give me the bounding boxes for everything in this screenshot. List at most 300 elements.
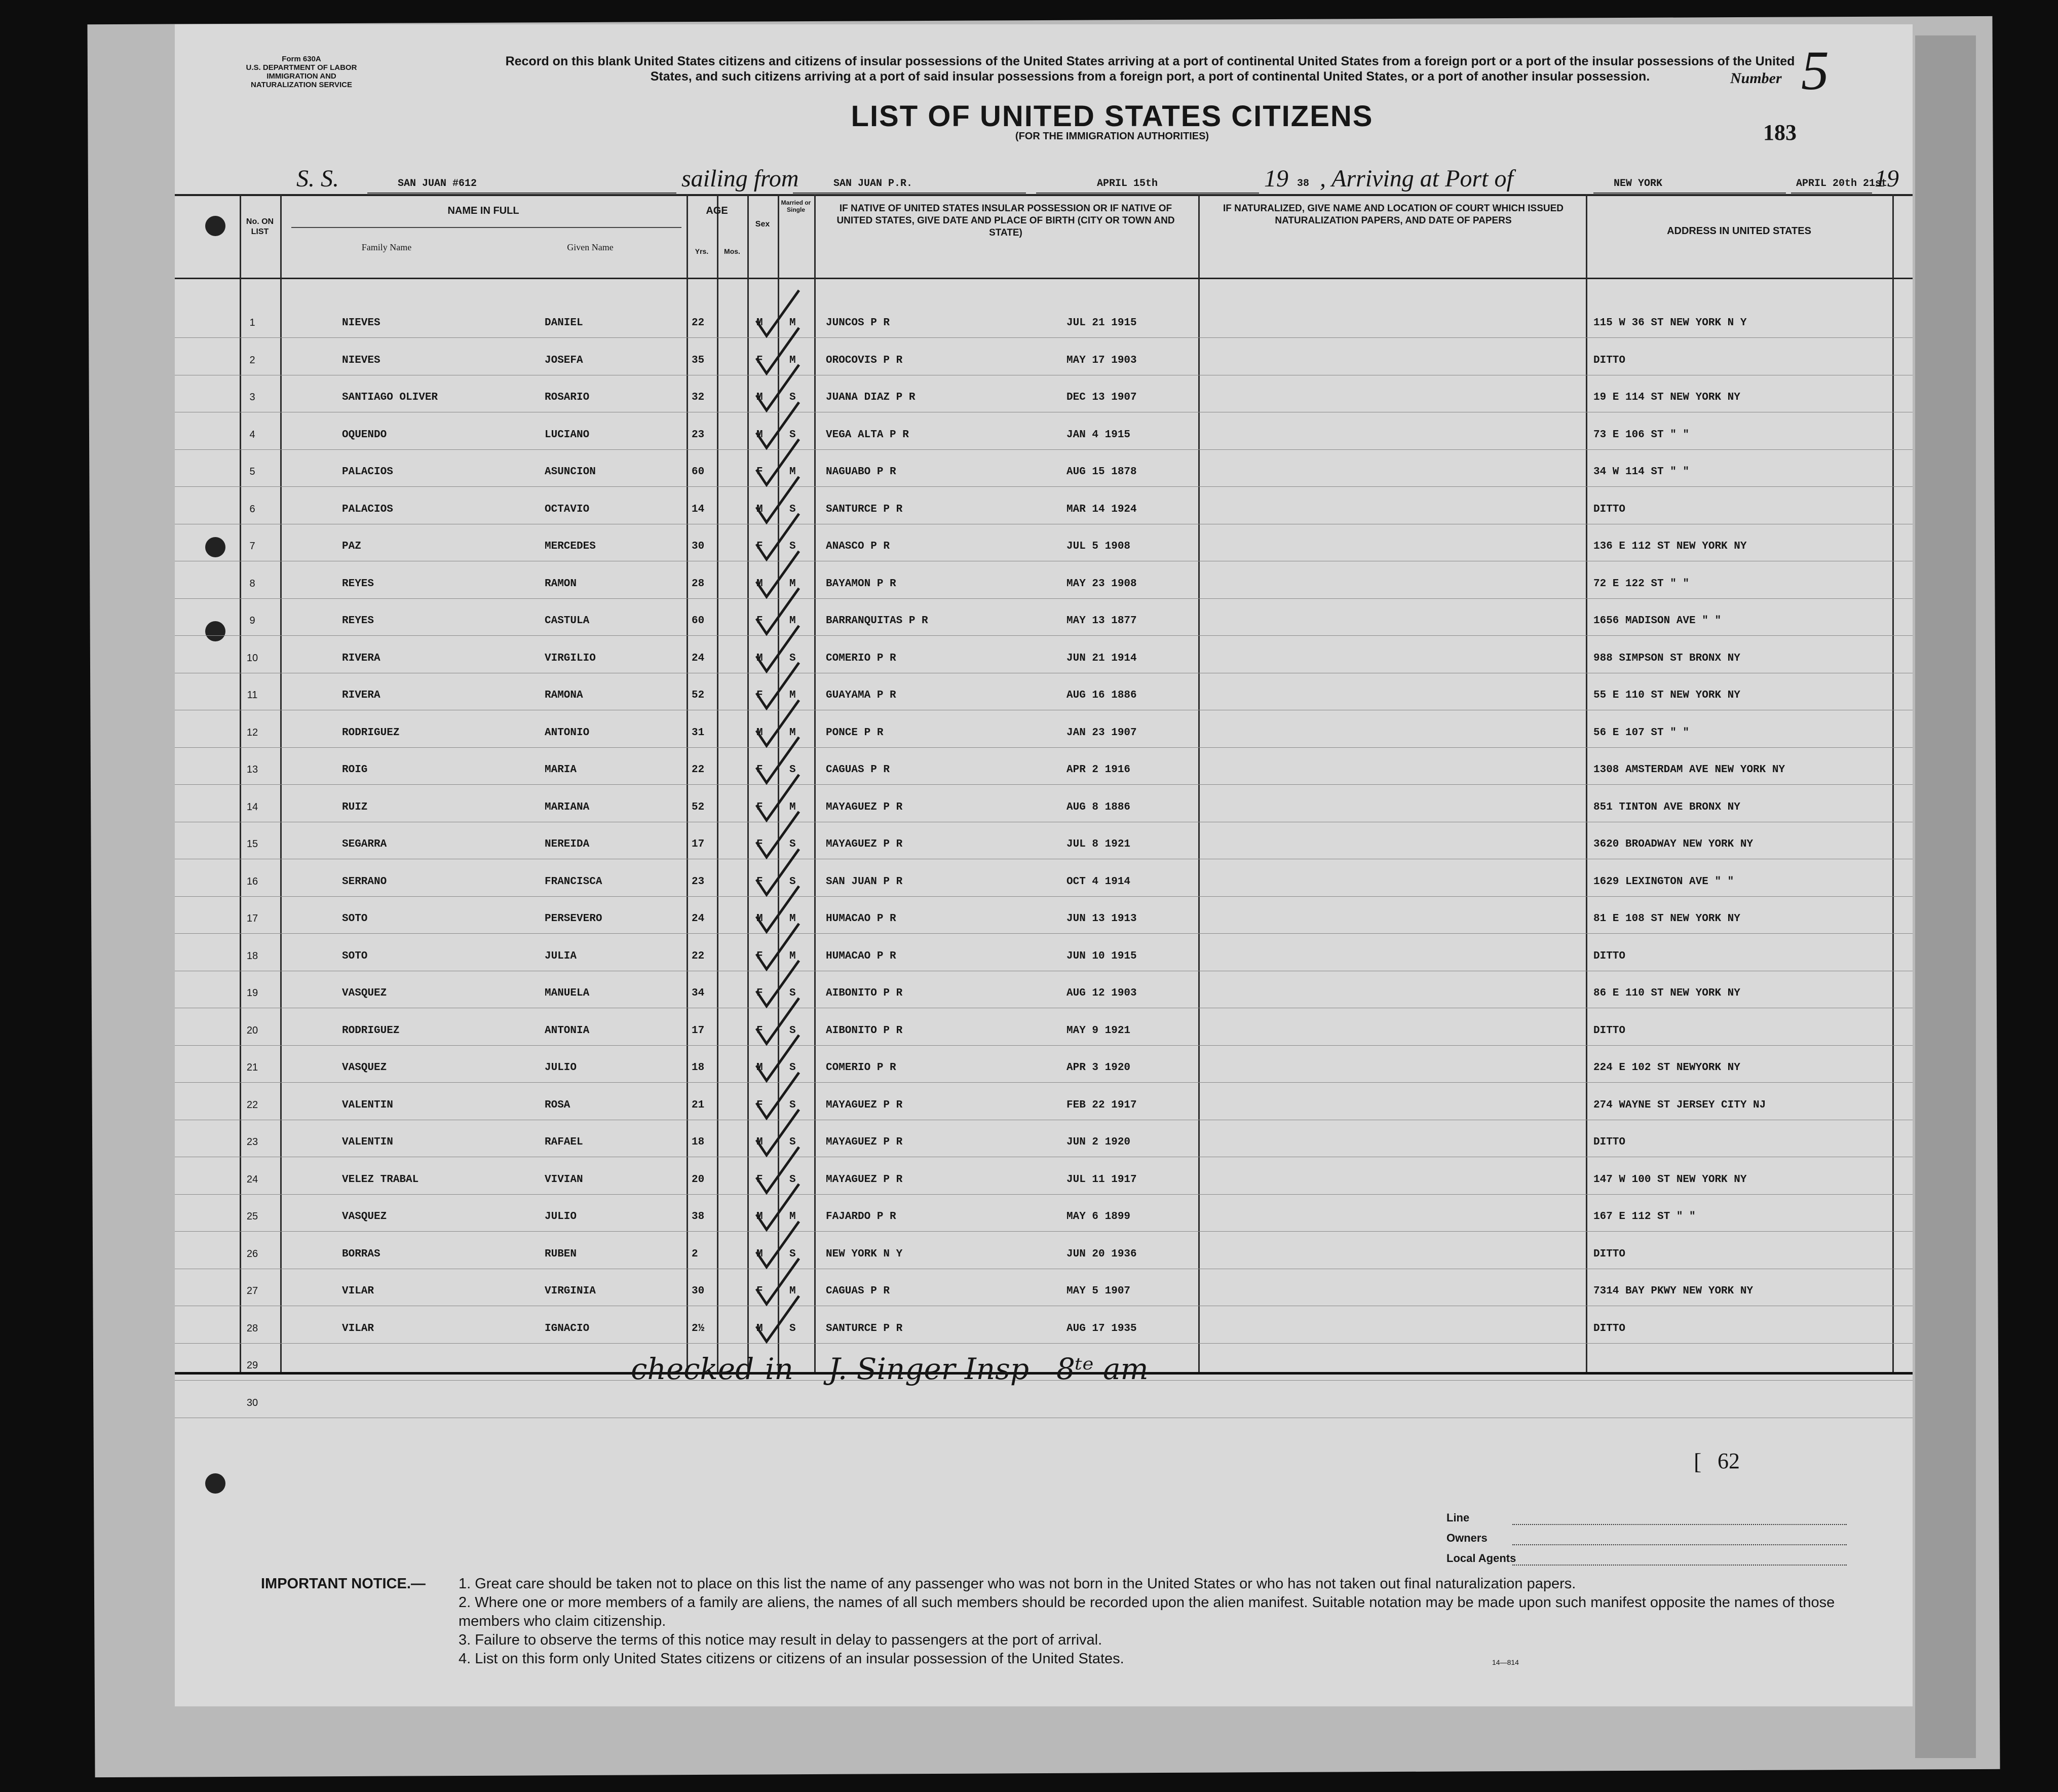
us-address: 86 E 110 ST NEW YORK NY [1593, 987, 1740, 999]
sex: F [756, 615, 763, 627]
birth-date: MAY 13 1877 [1066, 615, 1137, 627]
page-total: 62 [1718, 1448, 1740, 1473]
row-number: 28 [246, 1322, 258, 1334]
age-years: 60 [692, 466, 705, 478]
sex: M [756, 392, 763, 403]
birth-date: MAY 23 1908 [1066, 578, 1137, 590]
bracket-mark: [ [1694, 1448, 1702, 1474]
marital-status: S [789, 1248, 796, 1260]
page-subtitle: (FOR THE IMMIGRATION AUTHORITIES) [1015, 131, 1209, 142]
sex: M [756, 1211, 763, 1223]
year-label: 19 [1264, 165, 1288, 192]
marital-status: S [789, 541, 796, 552]
table-row [175, 412, 1913, 450]
marital-status: S [789, 1024, 796, 1037]
birth-date: JAN 4 1915 [1066, 429, 1131, 441]
sex: F [756, 987, 763, 999]
birth-place: COMERIO P R [826, 1062, 896, 1074]
form-instruction: Record on this blank United States citizens and citizens of insular possessions of the United States arriving at a port of continental United States from a foreign port or a port of the insular possessions of the United States, and such citizens arriving at a port of said insular possessions from a foreign port, a port of continental United States, or a port of another insular possession. [505, 54, 1795, 84]
table-row [175, 1157, 1913, 1195]
given-name: ROSARIO [545, 392, 590, 403]
birth-place: BAYAMON P R [826, 578, 896, 590]
family-name: RIVERA [342, 690, 380, 701]
family-name: REYES [342, 578, 374, 590]
age-years: 24 [692, 652, 705, 664]
sex: M [756, 1136, 763, 1148]
us-address: 73 E 106 ST " " [1593, 429, 1690, 441]
notice-item: 3. Failure to observe the terms of this notice may result in delay to passengers at the port of arrival. [459, 1632, 1102, 1648]
manifest-page [175, 24, 1913, 1706]
birth-date: JUN 21 1914 [1066, 652, 1137, 664]
sex: M [756, 913, 763, 925]
given-name: OCTAVIO [545, 503, 590, 515]
birth-date: AUG 8 1886 [1066, 801, 1131, 813]
row-number: 2 [249, 354, 255, 366]
us-address: 1656 MADISON AVE " " [1593, 615, 1722, 627]
notice-item: 4. List on this form only United States citizens or citizens of an insular possession of the United States. [459, 1651, 1124, 1667]
family-name: VASQUEZ [342, 987, 387, 999]
family-name: SERRANO [342, 875, 387, 888]
birth-place: SANTURCE P R [826, 1322, 903, 1335]
marital-status: S [789, 429, 796, 441]
age-years: 18 [692, 1062, 705, 1074]
marital-status: S [789, 652, 796, 664]
table-row [175, 971, 1913, 1008]
departure-port: SAN JUAN P.R. [833, 178, 913, 189]
given-name: VIRGILIO [545, 652, 596, 664]
us-address: 56 E 107 ST " " [1593, 727, 1690, 739]
family-name: VALENTIN [342, 1136, 393, 1148]
birth-place: SAN JUAN P R [826, 875, 903, 888]
ss-label: S. S. [296, 165, 339, 192]
checkmark-icon [752, 1291, 803, 1347]
given-name: MANUELA [545, 987, 590, 999]
age-years: 35 [692, 354, 705, 366]
table-row [175, 1008, 1913, 1046]
table-row [175, 524, 1913, 561]
table-row [175, 598, 1913, 636]
table-row [175, 338, 1913, 375]
notice-items [459, 1575, 1892, 1668]
birth-date: JUN 13 1913 [1066, 913, 1137, 925]
header-address: ADDRESS IN UNITED STATES [1667, 225, 1811, 237]
name-subrule [291, 227, 681, 228]
birth-place: COMERIO P R [826, 652, 896, 664]
age-years: 14 [692, 503, 705, 515]
family-name: OQUENDO [342, 429, 387, 441]
signature-in: in [765, 1352, 793, 1386]
signature-checked: checked [631, 1352, 754, 1386]
given-name: RAMONA [545, 690, 583, 701]
age-years: 18 [692, 1136, 705, 1148]
table-row [175, 375, 1913, 412]
us-address: 81 E 108 ST NEW YORK NY [1593, 913, 1740, 925]
row-number: 19 [246, 987, 258, 999]
row-number: 16 [246, 875, 258, 887]
age-years: 24 [692, 913, 705, 925]
birth-date: JUN 10 1915 [1066, 950, 1137, 962]
birth-place: NAGUABO P R [826, 466, 896, 478]
birth-date: MAY 17 1903 [1066, 354, 1137, 366]
sex: F [756, 838, 763, 850]
row-number: 12 [246, 727, 258, 738]
age-years: 52 [692, 801, 705, 813]
us-address: 55 E 110 ST NEW YORK NY [1593, 690, 1740, 701]
marital-status: M [789, 913, 796, 925]
sex: M [756, 503, 763, 515]
marital-status: M [789, 466, 796, 478]
birth-place: CAGUAS P R [826, 764, 890, 776]
birth-date: JAN 23 1907 [1066, 727, 1137, 739]
sex: F [756, 690, 763, 701]
arrival-year-label: 19 [1875, 165, 1899, 192]
sex: F [756, 1173, 763, 1186]
given-name: RAFAEL [545, 1136, 583, 1148]
marital-status: S [789, 1136, 796, 1148]
sex: M [756, 1248, 763, 1260]
family-name: VASQUEZ [342, 1211, 387, 1223]
marital-status: M [789, 690, 796, 701]
table-row [175, 896, 1913, 934]
us-address: DITTO [1593, 1322, 1626, 1335]
marital-status: S [789, 838, 796, 850]
table-row [175, 1306, 1913, 1344]
age-years: 20 [692, 1173, 705, 1186]
header-age: AGE [706, 205, 728, 216]
table-row [175, 487, 1913, 524]
row-number: 21 [246, 1062, 258, 1073]
given-name: JULIO [545, 1062, 577, 1074]
birth-date: JUL 5 1908 [1066, 541, 1131, 552]
birth-place: MAYAGUEZ P R [826, 1099, 903, 1111]
row-number: 27 [246, 1285, 258, 1297]
given-name: MARIANA [545, 801, 590, 813]
family-name: REYES [342, 615, 374, 627]
given-name: LUCIANO [545, 429, 590, 441]
sex: M [756, 1062, 763, 1074]
departure-date: APRIL 15th [1097, 178, 1158, 189]
list-number: 5 [1801, 40, 1829, 101]
row-number: 5 [249, 466, 255, 477]
birth-place: OROCOVIS P R [826, 354, 903, 366]
row-number: 10 [246, 652, 258, 664]
age-years: 28 [692, 578, 705, 590]
family-name: VELEZ TRABAL [342, 1173, 419, 1186]
marital-status: S [789, 1173, 796, 1186]
table-row [175, 1083, 1913, 1120]
birth-date: JUL 8 1921 [1066, 838, 1131, 850]
sex: M [756, 429, 763, 441]
header-naturalized: IF NATURALIZED, GIVE NAME AND LOCATION OF COURT WHICH ISSUED NATURALIZATION PAPERS, AND DATE OF PAPERS [1223, 203, 1564, 226]
us-address: 19 E 114 ST NEW YORK NY [1593, 392, 1740, 403]
underlying-sheet-edge [1915, 35, 1976, 1758]
owners-label: Owners [1446, 1532, 1488, 1544]
birth-place: MAYAGUEZ P R [826, 801, 903, 813]
local-agents-label: Local Agents [1446, 1552, 1516, 1565]
given-name: ROSA [545, 1099, 570, 1111]
service-name-2: NATURALIZATION SERVICE [250, 81, 352, 89]
birth-place: NEW YORK N Y [826, 1248, 903, 1260]
family-name: PALACIOS [342, 466, 393, 478]
birth-place: HUMACAO P R [826, 950, 896, 962]
age-years: 23 [692, 875, 705, 888]
row-number: 23 [246, 1136, 258, 1148]
sex: M [756, 317, 763, 329]
row-number: 13 [246, 764, 258, 775]
marital-status: M [789, 950, 796, 962]
binder-hole [205, 1473, 225, 1494]
table-row [175, 859, 1913, 897]
family-name: SANTIAGO OLIVER [342, 392, 438, 403]
sex: F [756, 1024, 763, 1037]
family-name: RIVERA [342, 652, 380, 664]
given-name: DANIEL [545, 317, 583, 329]
given-name: CASTULA [545, 615, 590, 627]
us-address: DITTO [1593, 1248, 1626, 1260]
row-number: 25 [246, 1211, 258, 1222]
us-address: 851 TINTON AVE BRONX NY [1593, 801, 1740, 813]
given-name: RUBEN [545, 1248, 577, 1260]
birth-place: MAYAGUEZ P R [826, 838, 903, 850]
header-sex: Sex [755, 220, 770, 228]
sex: F [756, 1285, 763, 1297]
signature-inspector: J. Singer Insp [828, 1352, 1030, 1386]
age-years: 17 [692, 838, 705, 850]
header-birth: IF NATIVE OF UNITED STATES INSULAR POSSESSION OR IF NATIVE OF UNITED STATES, GIVE DATE AND PLACE OF BIRTH (CITY OR TOWN AND STATE) [836, 203, 1175, 238]
marital-status: S [789, 764, 796, 776]
given-name: ASUNCION [545, 466, 596, 478]
sailing-label: sailing from [681, 165, 799, 192]
row-number: 26 [246, 1248, 258, 1260]
binder-hole [205, 216, 225, 236]
sex: F [756, 1099, 763, 1111]
sex: F [756, 541, 763, 552]
age-years: 31 [692, 727, 705, 739]
table-row [175, 300, 1913, 338]
notice-label: IMPORTANT NOTICE.— [261, 1576, 426, 1592]
signature-time: 8ᵗᵉ am [1056, 1352, 1149, 1386]
sex: F [756, 875, 763, 888]
birth-date: AUG 12 1903 [1066, 987, 1137, 999]
birth-date: MAR 14 1924 [1066, 503, 1137, 515]
header-family-name: Family Name [361, 242, 412, 252]
us-address: 3620 BROADWAY NEW YORK NY [1593, 838, 1754, 850]
birth-date: AUG 16 1886 [1066, 690, 1137, 701]
given-name: VIRGINIA [545, 1285, 596, 1297]
birth-place: MAYAGUEZ P R [826, 1136, 903, 1148]
row-number: 22 [246, 1099, 258, 1111]
given-name: MERCEDES [545, 541, 596, 552]
row-number: 1 [249, 317, 255, 328]
table-row [175, 822, 1913, 859]
marital-status: M [789, 727, 796, 739]
page-title: LIST OF UNITED STATES CITIZENS [851, 100, 1374, 133]
birth-place: SANTURCE P R [826, 503, 903, 515]
table-row [175, 1232, 1913, 1269]
us-address: DITTO [1593, 503, 1626, 515]
age-years: 22 [692, 317, 705, 329]
marital-status: M [789, 578, 796, 590]
row-number: 11 [247, 690, 258, 701]
line-label: Line [1446, 1511, 1470, 1524]
marital-status: S [789, 1322, 796, 1335]
header-no-on-list: No. ON LIST [246, 217, 274, 236]
header-top-rule [175, 194, 1913, 196]
table-bottom-rule [175, 1372, 1913, 1375]
table-row [175, 673, 1913, 710]
row-number: 4 [249, 429, 255, 440]
birth-date: FEB 22 1917 [1066, 1099, 1137, 1111]
birth-date: AUG 17 1935 [1066, 1322, 1137, 1335]
age-years: 52 [692, 690, 705, 701]
us-address: 988 SIMPSON ST BRONX NY [1593, 652, 1740, 664]
marital-status: M [789, 317, 796, 329]
us-address: 167 E 112 ST " " [1593, 1211, 1696, 1223]
us-address: 7314 BAY PKWY NEW YORK NY [1593, 1285, 1754, 1297]
service-name-1: IMMIGRATION AND [266, 72, 336, 81]
table-row [175, 1381, 1913, 1418]
birth-place: AIBONITO P R [826, 1024, 903, 1037]
number-label: Number [1730, 70, 1782, 87]
header-years: Yrs. [695, 247, 709, 255]
birth-date: MAY 6 1899 [1066, 1211, 1131, 1223]
birth-date: OCT 4 1914 [1066, 875, 1131, 888]
given-name: JULIA [545, 950, 577, 962]
sex: F [756, 801, 763, 813]
given-name: VIVIAN [545, 1173, 583, 1186]
birth-place: CAGUAS P R [826, 1285, 890, 1297]
row-number: 9 [249, 615, 255, 626]
sex: F [756, 354, 763, 366]
us-address: 34 W 114 ST " " [1593, 466, 1690, 478]
age-years: 22 [692, 950, 705, 962]
print-code: 14—814 [1492, 1658, 1519, 1666]
sex: M [756, 727, 763, 739]
birth-place: JUANA DIAZ P R [826, 392, 916, 403]
department-block [205, 55, 398, 89]
birth-place: BARRANQUITAS P R [826, 615, 928, 627]
sex: M [756, 652, 763, 664]
line-field [1512, 1524, 1847, 1525]
us-address: 72 E 122 ST " " [1593, 578, 1690, 590]
marital-status: M [789, 1285, 796, 1297]
table-row [175, 1343, 1913, 1381]
header-married-single: Married or Single [781, 199, 811, 213]
given-name: RAMON [545, 578, 577, 590]
table-row [175, 636, 1913, 673]
family-name: BORRAS [342, 1248, 380, 1260]
given-name: ANTONIA [545, 1024, 590, 1037]
age-years: 34 [692, 987, 705, 999]
table-row [175, 710, 1913, 748]
page-number: 183 [1763, 120, 1797, 145]
family-name: SOTO [342, 913, 368, 925]
marital-status: M [789, 1211, 796, 1223]
table-row [175, 747, 1913, 785]
birth-place: ANASCO P R [826, 541, 890, 552]
us-address: 1629 LEXINGTON AVE " " [1593, 875, 1734, 888]
sex: F [756, 950, 763, 962]
sex: F [756, 466, 763, 478]
age-years: 22 [692, 764, 705, 776]
us-address: 274 WAYNE ST JERSEY CITY NJ [1593, 1099, 1766, 1111]
ship-underline [367, 193, 676, 194]
family-name: VILAR [342, 1285, 374, 1297]
marital-status: M [789, 801, 796, 813]
us-address: 115 W 36 ST NEW YORK N Y [1593, 317, 1747, 329]
us-address: 224 E 102 ST NEWYORK NY [1593, 1062, 1740, 1074]
header-months: Mos. [724, 247, 740, 255]
row-number: 14 [246, 801, 258, 813]
row-number: 24 [246, 1173, 258, 1185]
table-row [175, 449, 1913, 487]
birth-date: DEC 13 1907 [1066, 392, 1137, 403]
family-name: VASQUEZ [342, 1062, 387, 1074]
header-bottom-rule [175, 278, 1913, 279]
marital-status: S [789, 1099, 796, 1111]
birth-date: APR 3 1920 [1066, 1062, 1131, 1074]
given-name: MARIA [545, 764, 577, 776]
family-name: PAZ [342, 541, 361, 552]
table-row [175, 1045, 1913, 1083]
birth-place: MAYAGUEZ P R [826, 1173, 903, 1186]
birth-date: MAY 9 1921 [1066, 1024, 1131, 1037]
marital-status: S [789, 392, 796, 403]
marital-status: S [789, 1062, 796, 1074]
marital-status: M [789, 615, 796, 627]
us-address: DITTO [1593, 1136, 1626, 1148]
arrival-port-underline [1593, 193, 1786, 194]
birth-place: HUMACAO P R [826, 913, 896, 925]
birth-place: JUNCOS P R [826, 317, 890, 329]
us-address: DITTO [1593, 354, 1626, 366]
owners-field [1512, 1544, 1847, 1545]
family-name: NIEVES [342, 317, 380, 329]
ship-name: SAN JUAN #612 [398, 178, 477, 189]
table-row [175, 561, 1913, 599]
age-years: 38 [692, 1211, 705, 1223]
arrival-date: APRIL 20th 21st [1796, 178, 1888, 189]
department-name: U.S. DEPARTMENT OF LABOR [246, 63, 357, 72]
birth-place: AIBONITO P R [826, 987, 903, 999]
birth-place: PONCE P R [826, 727, 884, 739]
birth-date: AUG 15 1878 [1066, 466, 1137, 478]
given-name: PERSEVERO [545, 913, 602, 925]
row-number: 20 [246, 1024, 258, 1036]
age-years: 32 [692, 392, 705, 403]
family-name: RODRIGUEZ [342, 1024, 400, 1037]
age-years: 17 [692, 1024, 705, 1037]
header-given-name: Given Name [567, 242, 614, 252]
family-name: SEGARRA [342, 838, 387, 850]
notice-item: 1. Great care should be taken not to place on this list the name of any passenger who was not born in the United States or who has not taken out final naturalization papers. [459, 1576, 1576, 1592]
marital-status: S [789, 503, 796, 515]
departure-underline [793, 193, 1026, 194]
us-address: DITTO [1593, 1024, 1626, 1037]
given-name: NEREIDA [545, 838, 590, 850]
local-agents-field [1512, 1565, 1847, 1566]
table-row [175, 934, 1913, 971]
row-number: 15 [246, 838, 258, 850]
given-name: JULIO [545, 1211, 577, 1223]
table-row [175, 1120, 1913, 1157]
birth-date: JUL 21 1915 [1066, 317, 1137, 329]
row-number: 3 [249, 392, 255, 403]
marital-status: M [789, 354, 796, 366]
marital-status: S [789, 875, 796, 888]
family-name: ROIG [342, 764, 368, 776]
notice-item: 2. Where one or more members of a family are aliens, the names of all such members should be recorded upon the alien manifest. Suitable notation may be made upon such manifest opposite the names of those members who claim citizenship. [459, 1594, 1835, 1629]
